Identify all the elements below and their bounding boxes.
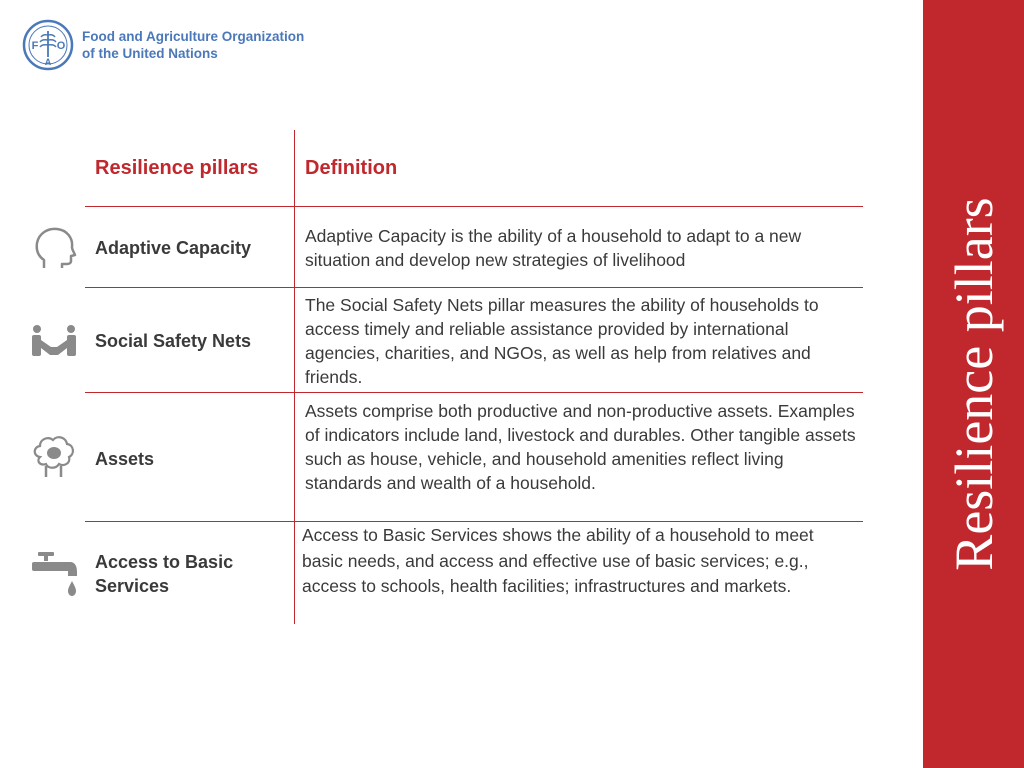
definition-assets: Assets comprise both productive and non-productive assets. Examples of indicators include land, livestock and durables. Other tangible assets such as house, vehicle, and household amenities reflect living standards and wealth of a household. xyxy=(305,401,856,493)
header-pillars: Resilience pillars xyxy=(95,157,259,179)
slide-title: Resilience pillars xyxy=(943,197,1004,571)
organization-name-line2: of the United Nations xyxy=(82,46,218,61)
title-sidebar xyxy=(923,0,1024,768)
water-tap-icon xyxy=(30,550,78,598)
row-divider xyxy=(85,521,863,522)
svg-text:F: F xyxy=(31,40,39,52)
row-divider xyxy=(85,392,863,393)
organization-name-line1: Food and Agriculture Organization xyxy=(82,29,305,44)
pillar-name-social-safety-nets: Social Safety Nets xyxy=(95,331,252,351)
definition-adaptive-capacity: Adaptive Capacity is the ability of a household to adapt to a new situation and develop new strategies of livelihood xyxy=(305,226,802,270)
definition-social-safety-nets: The Social Safety Nets pillar measures the ability of households to access timely and reliable assistance provided by international agencies, charities, and NGOs, as well as help from relatives and friends. xyxy=(305,295,819,387)
sheep-icon xyxy=(30,432,78,480)
head-profile-icon xyxy=(30,224,78,272)
svg-text:O: O xyxy=(56,40,66,52)
row-divider xyxy=(85,287,863,288)
pillar-name-assets: Assets xyxy=(95,449,155,469)
pillar-name-adaptive-capacity: Adaptive Capacity xyxy=(95,238,252,258)
svg-text:A: A xyxy=(44,57,52,67)
pillar-name-access-to-basic-services: Access to Basic Services xyxy=(95,552,234,596)
handshake-icon xyxy=(30,318,78,366)
column-divider xyxy=(294,130,295,624)
header-definition: Definition xyxy=(305,157,398,179)
definition-access-to-basic-services: Access to Basic Services shows the ability of a household to meet basic needs, and access and effective use of basic services; e.g., access to schools, health facilities; infrastructures and markets. xyxy=(302,525,814,596)
row-divider xyxy=(85,206,863,207)
